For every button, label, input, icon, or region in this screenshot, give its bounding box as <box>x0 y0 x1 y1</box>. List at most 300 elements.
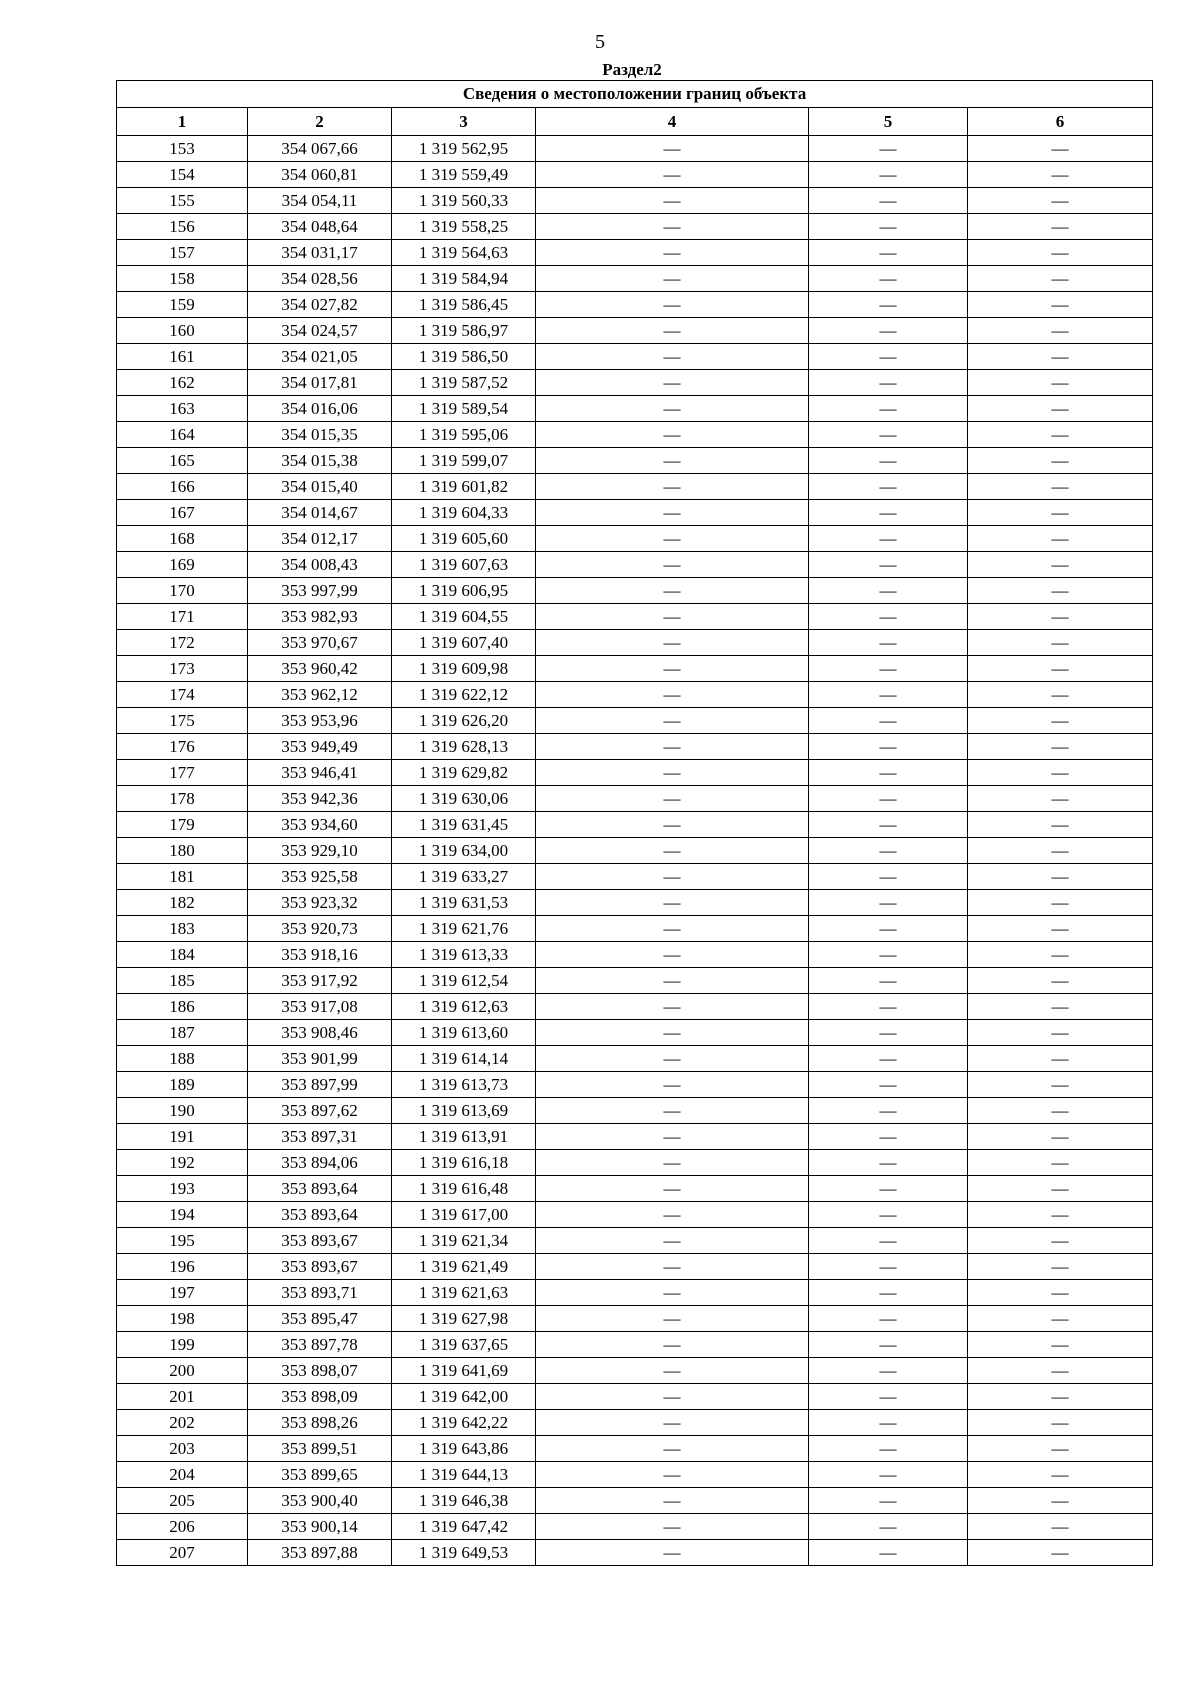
column-4-cell: — <box>536 578 809 604</box>
x-coordinate-cell: 354 048,64 <box>248 214 392 240</box>
x-coordinate-cell: 353 960,42 <box>248 656 392 682</box>
x-coordinate-cell: 353 900,40 <box>248 1488 392 1514</box>
column-5-cell: — <box>809 396 968 422</box>
x-coordinate-cell: 353 898,26 <box>248 1410 392 1436</box>
table-title-row <box>117 81 1153 108</box>
column-5-cell: — <box>809 422 968 448</box>
y-coordinate-cell: 1 319 621,49 <box>392 1254 536 1280</box>
x-coordinate-cell: 353 901,99 <box>248 1046 392 1072</box>
table-row <box>117 760 1153 786</box>
point-number-cell: 187 <box>117 1020 248 1046</box>
column-5-cell: — <box>809 734 968 760</box>
x-coordinate-cell: 354 028,56 <box>248 266 392 292</box>
table-row <box>117 1098 1153 1124</box>
point-number-cell: 173 <box>117 656 248 682</box>
column-6-cell: — <box>968 734 1153 760</box>
column-5-cell: — <box>809 604 968 630</box>
y-coordinate-cell: 1 319 589,54 <box>392 396 536 422</box>
column-5-cell: — <box>809 1436 968 1462</box>
y-coordinate-cell: 1 319 613,69 <box>392 1098 536 1124</box>
x-coordinate-cell: 354 008,43 <box>248 552 392 578</box>
point-number-cell: 195 <box>117 1228 248 1254</box>
column-6-cell: — <box>968 838 1153 864</box>
column-6-cell: — <box>968 552 1153 578</box>
x-coordinate-cell: 354 054,11 <box>248 188 392 214</box>
column-6-cell: — <box>968 1488 1153 1514</box>
table-row <box>117 1462 1153 1488</box>
column-5-cell: — <box>809 578 968 604</box>
column-6-cell: — <box>968 1332 1153 1358</box>
y-coordinate-cell: 1 319 613,73 <box>392 1072 536 1098</box>
column-5-cell: — <box>809 526 968 552</box>
column-6-cell: — <box>968 500 1153 526</box>
column-6-cell: — <box>968 136 1153 162</box>
column-4-cell: — <box>536 1514 809 1540</box>
column-5-cell: — <box>809 266 968 292</box>
x-coordinate-cell: 353 897,78 <box>248 1332 392 1358</box>
point-number-cell: 172 <box>117 630 248 656</box>
column-6-cell: — <box>968 656 1153 682</box>
column-6-cell: — <box>968 1306 1153 1332</box>
point-number-cell: 196 <box>117 1254 248 1280</box>
table-row <box>117 1228 1153 1254</box>
column-4-cell: — <box>536 1306 809 1332</box>
table-row <box>117 1410 1153 1436</box>
column-6-cell: — <box>968 266 1153 292</box>
column-6-cell: — <box>968 188 1153 214</box>
column-4-cell: — <box>536 1410 809 1436</box>
point-number-cell: 159 <box>117 292 248 318</box>
y-coordinate-cell: 1 319 642,00 <box>392 1384 536 1410</box>
column-5-cell: — <box>809 812 968 838</box>
column-4-cell: — <box>536 890 809 916</box>
y-coordinate-cell: 1 319 643,86 <box>392 1436 536 1462</box>
y-coordinate-cell: 1 319 612,54 <box>392 968 536 994</box>
y-coordinate-cell: 1 319 626,20 <box>392 708 536 734</box>
column-4-cell: — <box>536 656 809 682</box>
column-6-cell: — <box>968 1150 1153 1176</box>
column-4-cell: — <box>536 994 809 1020</box>
table-row <box>117 942 1153 968</box>
table-row <box>117 1306 1153 1332</box>
point-number-cell: 155 <box>117 188 248 214</box>
y-coordinate-cell: 1 319 584,94 <box>392 266 536 292</box>
y-coordinate-cell: 1 319 621,34 <box>392 1228 536 1254</box>
point-number-cell: 180 <box>117 838 248 864</box>
column-4-cell: — <box>536 1488 809 1514</box>
point-number-cell: 182 <box>117 890 248 916</box>
x-coordinate-cell: 354 012,17 <box>248 526 392 552</box>
column-5-cell: — <box>809 838 968 864</box>
y-coordinate-cell: 1 319 599,07 <box>392 448 536 474</box>
column-6-cell: — <box>968 318 1153 344</box>
column-6-cell: — <box>968 396 1153 422</box>
x-coordinate-cell: 353 895,47 <box>248 1306 392 1332</box>
x-coordinate-cell: 353 925,58 <box>248 864 392 890</box>
table-row <box>117 1020 1153 1046</box>
column-5-cell: — <box>809 1410 968 1436</box>
table-row <box>117 656 1153 682</box>
column-4-cell: — <box>536 344 809 370</box>
column-4-cell: — <box>536 500 809 526</box>
column-5-cell: — <box>809 1228 968 1254</box>
table-row <box>117 1176 1153 1202</box>
column-4-cell: — <box>536 838 809 864</box>
y-coordinate-cell: 1 319 642,22 <box>392 1410 536 1436</box>
table-row <box>117 344 1153 370</box>
x-coordinate-cell: 354 015,35 <box>248 422 392 448</box>
column-6-cell: — <box>968 1176 1153 1202</box>
column-6-cell: — <box>968 786 1153 812</box>
column-4-cell: — <box>536 942 809 968</box>
column-6-cell: — <box>968 968 1153 994</box>
column-4-cell: — <box>536 1228 809 1254</box>
x-coordinate-cell: 354 014,67 <box>248 500 392 526</box>
x-coordinate-cell: 353 942,36 <box>248 786 392 812</box>
y-coordinate-cell: 1 319 613,91 <box>392 1124 536 1150</box>
x-coordinate-cell: 353 934,60 <box>248 812 392 838</box>
column-4-cell: — <box>536 136 809 162</box>
x-coordinate-cell: 353 897,62 <box>248 1098 392 1124</box>
point-number-cell: 188 <box>117 1046 248 1072</box>
y-coordinate-cell: 1 319 604,55 <box>392 604 536 630</box>
y-coordinate-cell: 1 319 617,00 <box>392 1202 536 1228</box>
y-coordinate-cell: 1 319 631,53 <box>392 890 536 916</box>
x-coordinate-cell: 353 970,67 <box>248 630 392 656</box>
column-5-cell: — <box>809 474 968 500</box>
table-row <box>117 1124 1153 1150</box>
column-4-cell: — <box>536 682 809 708</box>
column-header-6: 6 <box>968 108 1153 136</box>
column-5-cell: — <box>809 1150 968 1176</box>
column-4-cell: — <box>536 292 809 318</box>
column-6-cell: — <box>968 994 1153 1020</box>
column-6-cell: — <box>968 448 1153 474</box>
table-row <box>117 1436 1153 1462</box>
table-row <box>117 500 1153 526</box>
column-4-cell: — <box>536 630 809 656</box>
point-number-cell: 171 <box>117 604 248 630</box>
column-5-cell: — <box>809 1202 968 1228</box>
point-number-cell: 193 <box>117 1176 248 1202</box>
point-number-cell: 174 <box>117 682 248 708</box>
point-number-cell: 153 <box>117 136 248 162</box>
y-coordinate-cell: 1 319 586,45 <box>392 292 536 318</box>
point-number-cell: 164 <box>117 422 248 448</box>
y-coordinate-cell: 1 319 633,27 <box>392 864 536 890</box>
column-5-cell: — <box>809 1332 968 1358</box>
y-coordinate-cell: 1 319 613,33 <box>392 942 536 968</box>
y-coordinate-cell: 1 319 605,60 <box>392 526 536 552</box>
table-row <box>117 1384 1153 1410</box>
point-number-cell: 192 <box>117 1150 248 1176</box>
y-coordinate-cell: 1 319 614,14 <box>392 1046 536 1072</box>
column-4-cell: — <box>536 1202 809 1228</box>
column-6-cell: — <box>968 630 1153 656</box>
table-row <box>117 1150 1153 1176</box>
point-number-cell: 202 <box>117 1410 248 1436</box>
page-number: 5 <box>595 31 605 53</box>
y-coordinate-cell: 1 319 637,65 <box>392 1332 536 1358</box>
point-number-cell: 170 <box>117 578 248 604</box>
column-4-cell: — <box>536 1540 809 1566</box>
x-coordinate-cell: 354 015,38 <box>248 448 392 474</box>
column-6-cell: — <box>968 162 1153 188</box>
table-row <box>117 422 1153 448</box>
column-6-cell: — <box>968 526 1153 552</box>
table-row <box>117 968 1153 994</box>
y-coordinate-cell: 1 319 612,63 <box>392 994 536 1020</box>
y-coordinate-cell: 1 319 647,42 <box>392 1514 536 1540</box>
column-6-cell: — <box>968 578 1153 604</box>
column-4-cell: — <box>536 1358 809 1384</box>
point-number-cell: 194 <box>117 1202 248 1228</box>
y-coordinate-cell: 1 319 627,98 <box>392 1306 536 1332</box>
column-4-cell: — <box>536 1072 809 1098</box>
column-5-cell: — <box>809 188 968 214</box>
column-4-cell: — <box>536 448 809 474</box>
column-5-cell: — <box>809 240 968 266</box>
table-row <box>117 682 1153 708</box>
section-title: Раздел2 <box>602 60 662 79</box>
column-6-cell: — <box>968 1384 1153 1410</box>
column-6-cell: — <box>968 1124 1153 1150</box>
table-body <box>117 136 1153 1566</box>
column-6-cell: — <box>968 422 1153 448</box>
column-6-cell: — <box>968 474 1153 500</box>
column-6-cell: — <box>968 1202 1153 1228</box>
column-4-cell: — <box>536 604 809 630</box>
y-coordinate-cell: 1 319 595,06 <box>392 422 536 448</box>
y-coordinate-cell: 1 319 601,82 <box>392 474 536 500</box>
column-6-cell: — <box>968 1280 1153 1306</box>
column-6-cell: — <box>968 1514 1153 1540</box>
point-number-cell: 169 <box>117 552 248 578</box>
y-coordinate-cell: 1 319 562,95 <box>392 136 536 162</box>
column-5-cell: — <box>809 1514 968 1540</box>
column-6-cell: — <box>968 370 1153 396</box>
x-coordinate-cell: 354 021,05 <box>248 344 392 370</box>
column-5-cell: — <box>809 864 968 890</box>
column-4-cell: — <box>536 1384 809 1410</box>
x-coordinate-cell: 353 897,88 <box>248 1540 392 1566</box>
table-row <box>117 318 1153 344</box>
y-coordinate-cell: 1 319 641,69 <box>392 1358 536 1384</box>
table-row <box>117 994 1153 1020</box>
point-number-cell: 207 <box>117 1540 248 1566</box>
y-coordinate-cell: 1 319 621,76 <box>392 916 536 942</box>
column-5-cell: — <box>809 1462 968 1488</box>
point-number-cell: 161 <box>117 344 248 370</box>
x-coordinate-cell: 353 898,09 <box>248 1384 392 1410</box>
point-number-cell: 168 <box>117 526 248 552</box>
column-header-4: 4 <box>536 108 809 136</box>
column-4-cell: — <box>536 968 809 994</box>
point-number-cell: 167 <box>117 500 248 526</box>
x-coordinate-cell: 353 929,10 <box>248 838 392 864</box>
column-4-cell: — <box>536 162 809 188</box>
column-5-cell: — <box>809 162 968 188</box>
column-5-cell: — <box>809 656 968 682</box>
point-number-cell: 186 <box>117 994 248 1020</box>
x-coordinate-cell: 353 893,67 <box>248 1254 392 1280</box>
column-5-cell: — <box>809 968 968 994</box>
column-4-cell: — <box>536 1176 809 1202</box>
table-row <box>117 578 1153 604</box>
column-5-cell: — <box>809 1072 968 1098</box>
column-5-cell: — <box>809 1176 968 1202</box>
x-coordinate-cell: 353 923,32 <box>248 890 392 916</box>
column-6-cell: — <box>968 292 1153 318</box>
column-4-cell: — <box>536 1098 809 1124</box>
point-number-cell: 191 <box>117 1124 248 1150</box>
y-coordinate-cell: 1 319 628,13 <box>392 734 536 760</box>
column-5-cell: — <box>809 1358 968 1384</box>
y-coordinate-cell: 1 319 644,13 <box>392 1462 536 1488</box>
table-row <box>117 292 1153 318</box>
x-coordinate-cell: 353 908,46 <box>248 1020 392 1046</box>
point-number-cell: 166 <box>117 474 248 500</box>
column-5-cell: — <box>809 916 968 942</box>
x-coordinate-cell: 353 900,14 <box>248 1514 392 1540</box>
x-coordinate-cell: 354 015,40 <box>248 474 392 500</box>
point-number-cell: 184 <box>117 942 248 968</box>
column-5-cell: — <box>809 994 968 1020</box>
column-5-cell: — <box>809 1124 968 1150</box>
y-coordinate-cell: 1 319 616,48 <box>392 1176 536 1202</box>
table-row <box>117 734 1153 760</box>
x-coordinate-cell: 353 946,41 <box>248 760 392 786</box>
x-coordinate-cell: 353 894,06 <box>248 1150 392 1176</box>
table-row <box>117 1280 1153 1306</box>
column-6-cell: — <box>968 1020 1153 1046</box>
x-coordinate-cell: 353 893,64 <box>248 1176 392 1202</box>
column-header-5: 5 <box>809 108 968 136</box>
table-row <box>117 162 1153 188</box>
column-6-cell: — <box>968 1072 1153 1098</box>
x-coordinate-cell: 353 899,51 <box>248 1436 392 1462</box>
column-6-cell: — <box>968 812 1153 838</box>
x-coordinate-cell: 353 893,67 <box>248 1228 392 1254</box>
point-number-cell: 199 <box>117 1332 248 1358</box>
y-coordinate-cell: 1 319 604,33 <box>392 500 536 526</box>
table-row <box>117 136 1153 162</box>
x-coordinate-cell: 353 962,12 <box>248 682 392 708</box>
y-coordinate-cell: 1 319 587,52 <box>392 370 536 396</box>
point-number-cell: 177 <box>117 760 248 786</box>
table-row <box>117 1046 1153 1072</box>
column-5-cell: — <box>809 1098 968 1124</box>
table-row <box>117 604 1153 630</box>
column-5-cell: — <box>809 344 968 370</box>
y-coordinate-cell: 1 319 649,53 <box>392 1540 536 1566</box>
column-6-cell: — <box>968 682 1153 708</box>
column-4-cell: — <box>536 214 809 240</box>
table-row <box>117 188 1153 214</box>
x-coordinate-cell: 353 893,64 <box>248 1202 392 1228</box>
table-row <box>117 396 1153 422</box>
y-coordinate-cell: 1 319 630,06 <box>392 786 536 812</box>
boundary-coordinates-table <box>116 80 1153 1566</box>
column-header-1: 1 <box>117 108 248 136</box>
table-row <box>117 240 1153 266</box>
table-row <box>117 812 1153 838</box>
column-5-cell: — <box>809 552 968 578</box>
table-row <box>117 526 1153 552</box>
column-6-cell: — <box>968 1436 1153 1462</box>
point-number-cell: 185 <box>117 968 248 994</box>
column-6-cell: — <box>968 1410 1153 1436</box>
x-coordinate-cell: 354 060,81 <box>248 162 392 188</box>
column-5-cell: — <box>809 708 968 734</box>
column-5-cell: — <box>809 1254 968 1280</box>
column-4-cell: — <box>536 188 809 214</box>
x-coordinate-cell: 354 017,81 <box>248 370 392 396</box>
x-coordinate-cell: 354 027,82 <box>248 292 392 318</box>
column-4-cell: — <box>536 474 809 500</box>
column-4-cell: — <box>536 240 809 266</box>
column-6-cell: — <box>968 864 1153 890</box>
y-coordinate-cell: 1 319 622,12 <box>392 682 536 708</box>
y-coordinate-cell: 1 319 634,00 <box>392 838 536 864</box>
point-number-cell: 176 <box>117 734 248 760</box>
column-4-cell: — <box>536 266 809 292</box>
point-number-cell: 198 <box>117 1306 248 1332</box>
column-6-cell: — <box>968 1254 1153 1280</box>
column-4-cell: — <box>536 552 809 578</box>
table-row <box>117 448 1153 474</box>
y-coordinate-cell: 1 319 564,63 <box>392 240 536 266</box>
table-row <box>117 266 1153 292</box>
column-5-cell: — <box>809 318 968 344</box>
y-coordinate-cell: 1 319 607,40 <box>392 630 536 656</box>
point-number-cell: 204 <box>117 1462 248 1488</box>
table-row <box>117 1488 1153 1514</box>
column-5-cell: — <box>809 214 968 240</box>
y-coordinate-cell: 1 319 586,97 <box>392 318 536 344</box>
x-coordinate-cell: 353 920,73 <box>248 916 392 942</box>
x-coordinate-cell: 353 899,65 <box>248 1462 392 1488</box>
x-coordinate-cell: 353 982,93 <box>248 604 392 630</box>
table-row <box>117 1254 1153 1280</box>
y-coordinate-cell: 1 319 586,50 <box>392 344 536 370</box>
column-4-cell: — <box>536 864 809 890</box>
column-4-cell: — <box>536 1436 809 1462</box>
column-5-cell: — <box>809 1046 968 1072</box>
column-5-cell: — <box>809 448 968 474</box>
point-number-cell: 160 <box>117 318 248 344</box>
point-number-cell: 157 <box>117 240 248 266</box>
table-row <box>117 1332 1153 1358</box>
y-coordinate-cell: 1 319 560,33 <box>392 188 536 214</box>
y-coordinate-cell: 1 319 613,60 <box>392 1020 536 1046</box>
table-row <box>117 630 1153 656</box>
column-4-cell: — <box>536 1254 809 1280</box>
x-coordinate-cell: 353 897,31 <box>248 1124 392 1150</box>
column-4-cell: — <box>536 812 809 838</box>
table-row <box>117 890 1153 916</box>
column-6-cell: — <box>968 1228 1153 1254</box>
y-coordinate-cell: 1 319 629,82 <box>392 760 536 786</box>
x-coordinate-cell: 353 997,99 <box>248 578 392 604</box>
column-5-cell: — <box>809 1306 968 1332</box>
column-4-cell: — <box>536 1046 809 1072</box>
column-5-cell: — <box>809 890 968 916</box>
table-row <box>117 370 1153 396</box>
column-5-cell: — <box>809 760 968 786</box>
point-number-cell: 181 <box>117 864 248 890</box>
column-6-cell: — <box>968 1462 1153 1488</box>
